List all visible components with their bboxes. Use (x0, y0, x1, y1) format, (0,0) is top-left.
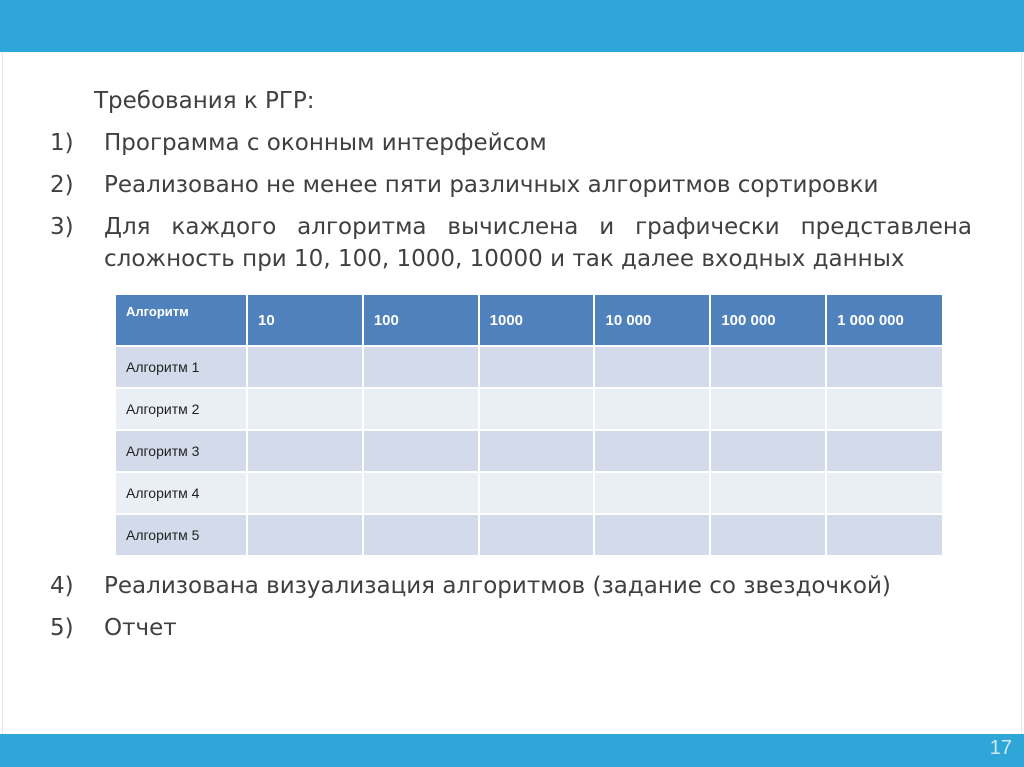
item-text: Программа с оконным интерфейсом (104, 130, 547, 156)
table-cell (247, 472, 363, 514)
row-label: Алгоритм 2 (116, 388, 247, 430)
table-cell (826, 388, 942, 430)
table-cell (594, 388, 710, 430)
table-cell (594, 514, 710, 555)
item-number: 3) (50, 214, 74, 240)
table-cell (247, 514, 363, 555)
table-cell (363, 472, 479, 514)
item-number: 2) (50, 172, 74, 198)
row-label: Алгоритм 4 (116, 472, 247, 514)
table-row (116, 346, 942, 388)
table-cell (363, 430, 479, 472)
table-cell (594, 472, 710, 514)
table-row (116, 388, 942, 430)
row-label: Алгоритм 5 (116, 514, 247, 555)
item-text: Для каждого алгоритма вычислена и графически представлена сложность при 10, 100, 1000, 10000 и так далее входных данных (104, 214, 972, 272)
top-accent-bar (0, 0, 1024, 52)
table-cell (363, 388, 479, 430)
requirements-list-bottom (50, 570, 972, 654)
header-cell-10000: 10 000 (594, 295, 710, 346)
header-cell-1000000: 1 000 000 (826, 295, 942, 346)
row-label: Алгоритм 3 (116, 430, 247, 472)
list-item (50, 211, 972, 275)
table-cell (710, 514, 826, 555)
bottom-accent-bar (0, 734, 1024, 767)
header-cell-100000: 100 000 (710, 295, 826, 346)
row-label: Алгоритм 1 (116, 346, 247, 388)
right-border (1021, 52, 1022, 734)
table-cell (826, 514, 942, 555)
table-cell (826, 472, 942, 514)
table-row (116, 472, 942, 514)
table-row (116, 430, 942, 472)
table-cell (710, 430, 826, 472)
item-number: 1) (50, 130, 74, 156)
complexity-table (116, 295, 942, 555)
table-cell (826, 346, 942, 388)
table-cell (826, 430, 942, 472)
table-cell (710, 388, 826, 430)
header-cell-algorithm: Алгоритм (116, 295, 247, 346)
table-header-row (116, 295, 942, 346)
table-cell (594, 346, 710, 388)
table-cell (363, 514, 479, 555)
table-cell (363, 346, 479, 388)
header-cell-1000: 1000 (479, 295, 595, 346)
item-text: Реализовано не менее пяти различных алгоритмов сортировки (104, 172, 879, 198)
table-cell (479, 388, 595, 430)
table-cell (710, 346, 826, 388)
page-number: 17 (989, 737, 1012, 759)
list-item (50, 612, 972, 644)
item-number: 4) (50, 573, 74, 599)
requirements-list-top (50, 127, 972, 285)
item-text: Отчет (104, 615, 177, 641)
table-cell (247, 388, 363, 430)
table-cell (710, 472, 826, 514)
item-text: Реализована визуализация алгоритмов (задание со звездочкой) (104, 573, 891, 599)
left-border (2, 52, 3, 734)
item-number: 5) (50, 615, 74, 641)
table-row (116, 514, 942, 555)
table-cell (479, 430, 595, 472)
list-item (50, 127, 972, 159)
table-cell (479, 514, 595, 555)
list-item (50, 169, 972, 201)
list-item (50, 570, 972, 602)
table-cell (479, 346, 595, 388)
slide-heading: Требования к РГР: (94, 88, 315, 114)
table-cell (594, 430, 710, 472)
header-cell-10: 10 (247, 295, 363, 346)
table-cell (479, 472, 595, 514)
table-cell (247, 430, 363, 472)
table-cell (247, 346, 363, 388)
header-cell-100: 100 (363, 295, 479, 346)
